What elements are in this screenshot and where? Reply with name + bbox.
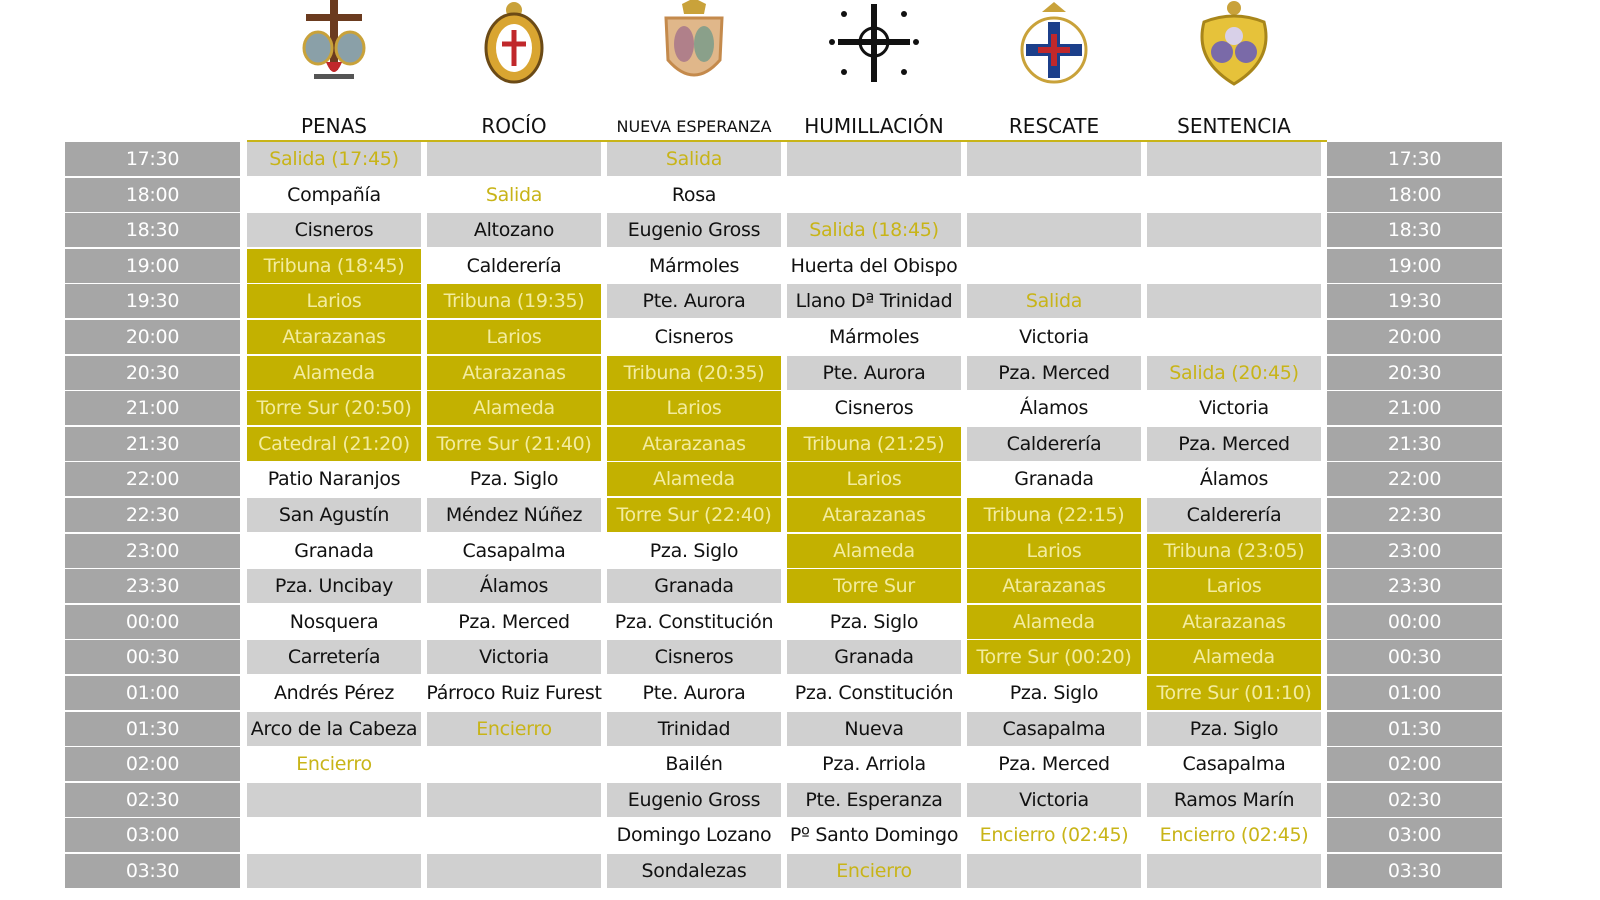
- schedule-cell: Pte. Aurora: [787, 356, 961, 390]
- table-row: [65, 783, 1502, 817]
- schedule-cell: Torre Sur (20:50): [247, 391, 421, 425]
- schedule-cell: Torre Sur (22:40): [607, 498, 781, 532]
- column-header: PENAS: [300, 114, 368, 138]
- schedule-cell: Pza. Siglo: [1009, 682, 1099, 704]
- schedule-cell: Encierro (02:45): [979, 824, 1129, 847]
- schedule-cell: Cisneros: [607, 640, 781, 674]
- schedule-cell: Tribuna (22:15): [967, 498, 1141, 532]
- schedule-cell: Eugenio Gross: [607, 213, 781, 247]
- schedule-cell: Cisneros: [834, 397, 914, 420]
- schedule-cell: Pza. Siglo: [829, 610, 919, 633]
- schedule-cell: [967, 213, 1141, 247]
- column-header: ROCÍO: [481, 114, 547, 138]
- schedule-cell: Párroco Ruiz Furest: [426, 682, 602, 704]
- schedule-cell: Encierro (02:45): [1159, 824, 1309, 847]
- time-label-left: 19:00: [65, 249, 240, 283]
- schedule-cell: Torre Sur (01:10): [1147, 676, 1321, 710]
- time-label-left: 23:00: [65, 534, 240, 568]
- table-row: [65, 605, 1502, 639]
- schedule-cell: Pza. Merced: [967, 356, 1141, 390]
- time-label-left: 03:30: [65, 854, 240, 888]
- schedule-cell: Pte. Esperanza: [787, 783, 961, 817]
- time-label-right: 00:30: [1327, 640, 1502, 674]
- schedule-cell: Atarazanas: [1147, 605, 1321, 639]
- schedule-cell: Pza. Siglo: [649, 539, 739, 562]
- schedule-cell: Alameda: [247, 356, 421, 390]
- schedule-cell: Mármoles: [828, 326, 920, 348]
- schedule-cell: Calderería: [967, 427, 1141, 461]
- table-row: [65, 284, 1502, 318]
- schedule-cell: Trinidad: [607, 712, 781, 746]
- schedule-cell: Tribuna (20:35): [607, 356, 781, 390]
- schedule-cell: [1147, 284, 1321, 318]
- table-row: [65, 569, 1502, 603]
- time-label-left: 19:30: [65, 284, 240, 318]
- rocio-emblem: [464, 0, 564, 86]
- penas-emblem: [284, 0, 384, 86]
- schedule-cell: Tribuna (19:35): [427, 284, 601, 318]
- schedule-cell: [247, 818, 421, 852]
- schedule-cell: Torre Sur (00:20): [967, 640, 1141, 674]
- schedule-cell: Domingo Lozano: [616, 824, 772, 847]
- schedule-cell: Victoria: [1199, 397, 1269, 420]
- table-row: [65, 320, 1502, 354]
- time-label-right: 01:00: [1327, 676, 1502, 710]
- time-label-right: 21:00: [1327, 391, 1502, 425]
- schedule-cell: Encierro: [296, 753, 372, 776]
- schedule-cell: [1147, 320, 1321, 354]
- table-row: [65, 534, 1502, 568]
- column-header: RESCATE: [1008, 114, 1100, 138]
- schedule-cell: Alameda: [787, 534, 961, 568]
- schedule-cell: Tribuna (21:25): [787, 427, 961, 461]
- schedule-cell: Atarazanas: [247, 320, 421, 354]
- schedule-cell: [427, 854, 601, 888]
- schedule-cell: Nueva: [787, 712, 961, 746]
- schedule-cell: Alameda: [427, 391, 601, 425]
- table-row: [65, 676, 1502, 710]
- schedule-cell: Álamos: [1199, 468, 1269, 491]
- schedule-cell: Larios: [787, 462, 961, 496]
- schedule-cell: [1147, 854, 1321, 888]
- schedule-cell: Larios: [967, 534, 1141, 568]
- schedule-cell: Llano Dª Trinidad: [787, 284, 961, 318]
- schedule-cell: Pº Santo Domingo: [789, 824, 959, 847]
- schedule-cell: Salida (18:45): [787, 213, 961, 247]
- table-row: [65, 391, 1502, 425]
- schedule-cell: [427, 783, 601, 817]
- schedule-cell: [1147, 249, 1321, 283]
- time-label-left: 17:30: [65, 142, 240, 176]
- time-label-right: 19:00: [1327, 249, 1502, 283]
- schedule-cell: [427, 142, 601, 176]
- table-row: [65, 640, 1502, 674]
- schedule-cell: Ramos Marín: [1147, 783, 1321, 817]
- time-label-left: 00:30: [65, 640, 240, 674]
- schedule-cell: Andrés Pérez: [273, 682, 395, 704]
- schedule-cell: Victoria: [1019, 326, 1089, 348]
- time-label-right: 03:30: [1327, 854, 1502, 888]
- table-row: [65, 213, 1502, 247]
- time-label-left: 02:30: [65, 783, 240, 817]
- table-row: [65, 498, 1502, 532]
- schedule-cell: Larios: [247, 284, 421, 318]
- schedule-cell: Salida (17:45): [247, 142, 421, 176]
- schedule-cell: Alameda: [1147, 640, 1321, 674]
- schedule-cell: Calderería: [1147, 498, 1321, 532]
- schedule-cell: [787, 142, 961, 176]
- schedule-cell: Alameda: [607, 462, 781, 496]
- schedule-cell: Atarazanas: [787, 498, 961, 532]
- schedule-cell: Pza. Constitución: [614, 610, 774, 633]
- table-row: [65, 747, 1502, 781]
- time-label-left: 03:00: [65, 818, 240, 852]
- schedule-cell: Atarazanas: [427, 356, 601, 390]
- schedule-cell: San Agustín: [247, 498, 421, 532]
- time-label-left: 21:00: [65, 391, 240, 425]
- schedule-cell: Calderería: [466, 254, 562, 277]
- schedule-cell: Granada: [607, 569, 781, 603]
- schedule-cell: Nosquera: [289, 610, 379, 633]
- time-label-right: 03:00: [1327, 818, 1502, 852]
- schedule-cell: Pza. Siglo: [469, 468, 559, 491]
- schedule-cell: [247, 854, 421, 888]
- schedule-cell: Torre Sur (21:40): [427, 427, 601, 461]
- time-label-left: 23:30: [65, 569, 240, 603]
- schedule-cell: Pte. Aurora: [607, 284, 781, 318]
- time-label-left: 02:00: [65, 747, 240, 781]
- schedule-cell: Atarazanas: [607, 427, 781, 461]
- column-header: NUEVA ESPERANZA: [616, 117, 772, 136]
- schedule-cell: Altozano: [427, 213, 601, 247]
- schedule-cell: Alameda: [967, 605, 1141, 639]
- time-label-right: 21:30: [1327, 427, 1502, 461]
- table-row: [65, 356, 1502, 390]
- schedule-cell: Encierro: [787, 854, 961, 888]
- schedule-cell: Carretería: [247, 640, 421, 674]
- schedule-cell: Granada: [787, 640, 961, 674]
- schedule-cell: Salida: [607, 142, 781, 176]
- schedule-cell: [247, 783, 421, 817]
- schedule-cell: [1147, 178, 1321, 212]
- time-label-right: 02:30: [1327, 783, 1502, 817]
- nueva-esperanza-emblem: [644, 0, 744, 86]
- schedule-cell: Granada: [1014, 468, 1094, 491]
- schedule-cell: [427, 747, 601, 781]
- table-row: [65, 178, 1502, 212]
- schedule-cell: Tribuna (23:05): [1147, 534, 1321, 568]
- time-label-left: 21:30: [65, 427, 240, 461]
- schedule-cell: Tribuna (18:45): [247, 249, 421, 283]
- column-header: SENTENCIA: [1177, 114, 1291, 138]
- table-row: [65, 854, 1502, 888]
- schedule-cell: Patio Naranjos: [267, 468, 401, 491]
- time-label-left: 20:30: [65, 356, 240, 390]
- schedule-cell: Pza. Merced: [458, 610, 570, 633]
- time-label-right: 18:00: [1327, 178, 1502, 212]
- schedule-cell: Méndez Núñez: [427, 498, 601, 532]
- schedule-cell: Larios: [1147, 569, 1321, 603]
- schedule-cell: Atarazanas: [967, 569, 1141, 603]
- schedule-cell: Álamos: [427, 569, 601, 603]
- schedule-cell: Salida (20:45): [1147, 356, 1321, 390]
- schedule-cell: Pza. Merced: [998, 753, 1110, 776]
- schedule-cell: [787, 178, 961, 212]
- schedule-cell: Torre Sur: [787, 569, 961, 603]
- time-label-left: 22:30: [65, 498, 240, 532]
- schedule-cell: [967, 249, 1141, 283]
- schedule-cell: Pza. Siglo: [1147, 712, 1321, 746]
- table-row: [65, 427, 1502, 461]
- time-label-right: 01:30: [1327, 712, 1502, 746]
- schedule-cell: Huerta del Obispo: [790, 254, 958, 277]
- schedule-cell: Rosa: [671, 183, 717, 206]
- time-label-right: 18:30: [1327, 213, 1502, 247]
- time-label-right: 17:30: [1327, 142, 1502, 176]
- time-label-left: 18:30: [65, 213, 240, 247]
- humillacion-emblem: [824, 0, 924, 86]
- table-row: [65, 142, 1502, 176]
- schedule-cell: Casapalma: [1182, 753, 1286, 776]
- schedule-cell: Granada: [294, 539, 374, 562]
- schedule-cell: [967, 178, 1141, 212]
- time-label-right: 20:30: [1327, 356, 1502, 390]
- time-label-left: 22:00: [65, 462, 240, 496]
- schedule-cell: Victoria: [427, 640, 601, 674]
- table-row: [65, 818, 1502, 852]
- time-label-right: 20:00: [1327, 320, 1502, 354]
- schedule-cell: Larios: [427, 320, 601, 354]
- time-label-left: 00:00: [65, 605, 240, 639]
- time-label-right: 23:00: [1327, 534, 1502, 568]
- time-label-right: 23:30: [1327, 569, 1502, 603]
- schedule-cell: Bailén: [665, 753, 723, 776]
- schedule-cell: Salida: [485, 183, 543, 206]
- schedule-cell: Pza. Merced: [1147, 427, 1321, 461]
- schedule-cell: Salida: [967, 284, 1141, 318]
- time-label-right: 22:30: [1327, 498, 1502, 532]
- schedule-cell: Mármoles: [648, 254, 740, 277]
- time-label-right: 22:00: [1327, 462, 1502, 496]
- schedule-cell: Encierro: [427, 712, 601, 746]
- schedule-cell: Pza. Arriola: [822, 753, 926, 776]
- time-label-left: 01:30: [65, 712, 240, 746]
- schedule-cell: Pza. Uncibay: [247, 569, 421, 603]
- schedule-cell: Catedral (21:20): [247, 427, 421, 461]
- time-label-right: 00:00: [1327, 605, 1502, 639]
- schedule-cell: [1147, 142, 1321, 176]
- table-row: [65, 712, 1502, 746]
- schedule-cell: Larios: [607, 391, 781, 425]
- schedule-cell: Cisneros: [247, 213, 421, 247]
- schedule-cell: [427, 818, 601, 852]
- schedule-cell: [967, 854, 1141, 888]
- schedule-cell: [967, 142, 1141, 176]
- schedule-cell: Eugenio Gross: [607, 783, 781, 817]
- schedule-cell: Cisneros: [654, 326, 734, 348]
- schedule-cell: Casapalma: [462, 539, 566, 562]
- time-label-right: 02:00: [1327, 747, 1502, 781]
- schedule-cell: Pza. Constitución: [794, 682, 954, 704]
- schedule-cell: Sondalezas: [607, 854, 781, 888]
- time-label-right: 19:30: [1327, 284, 1502, 318]
- column-header: HUMILLACIÓN: [804, 114, 944, 138]
- schedule-cell: Victoria: [967, 783, 1141, 817]
- time-label-left: 01:00: [65, 676, 240, 710]
- sentencia-emblem: [1184, 0, 1284, 86]
- schedule-cell: Compañía: [287, 183, 381, 206]
- schedule-cell: Casapalma: [967, 712, 1141, 746]
- time-label-left: 20:00: [65, 320, 240, 354]
- table-row: [65, 462, 1502, 496]
- time-label-left: 18:00: [65, 178, 240, 212]
- rescate-emblem: [1004, 0, 1104, 86]
- schedule-cell: [1147, 213, 1321, 247]
- schedule-cell: Pte. Aurora: [642, 682, 746, 704]
- schedule-cell: Álamos: [1019, 397, 1089, 420]
- table-row: [65, 249, 1502, 283]
- schedule-cell: Arco de la Cabeza: [247, 712, 421, 746]
